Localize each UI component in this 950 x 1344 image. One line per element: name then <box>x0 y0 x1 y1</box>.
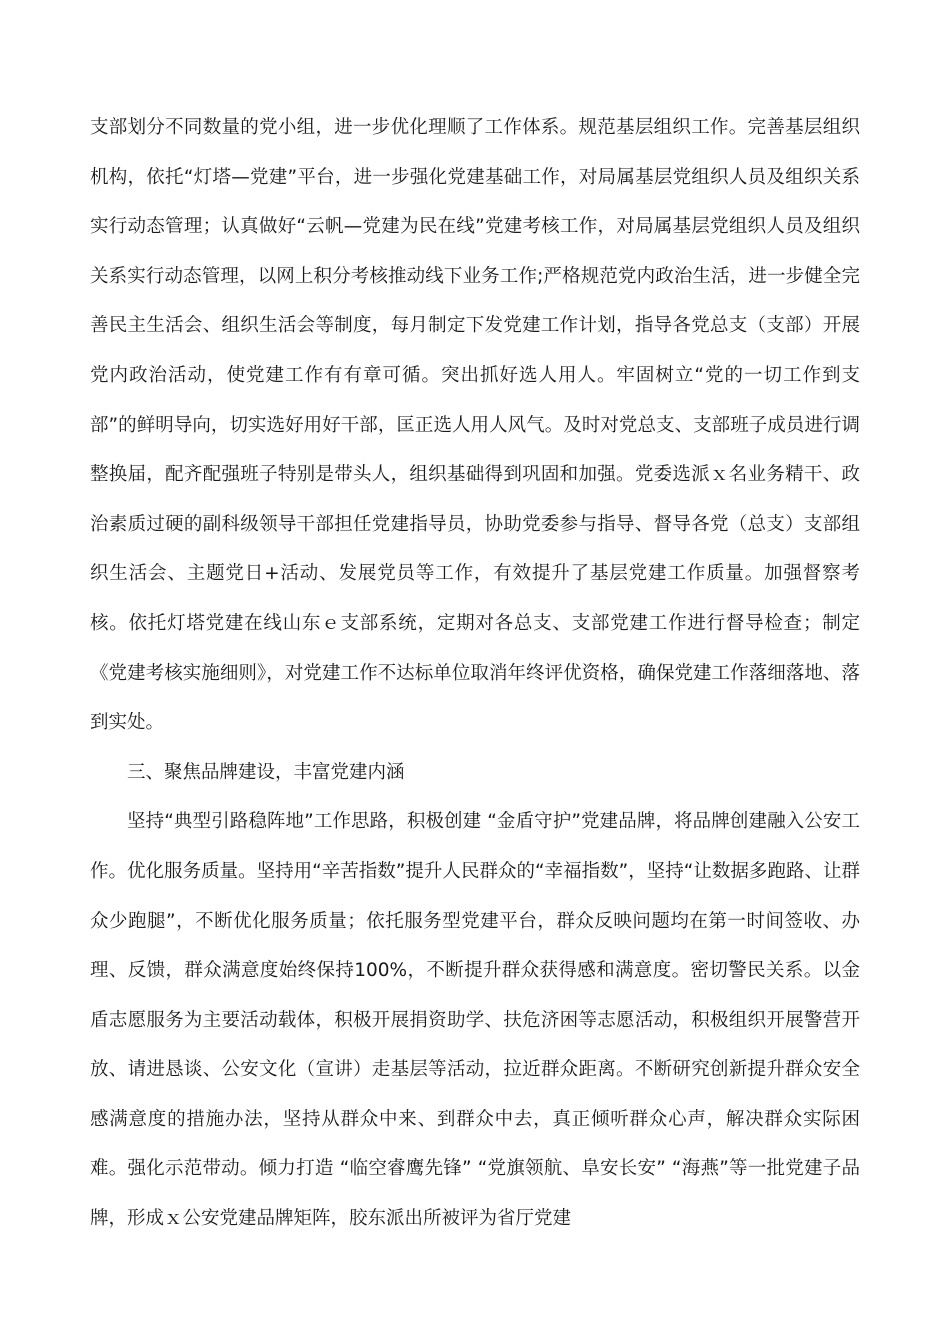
section-heading: 三、聚焦品牌建设，丰富党建内涵 <box>127 761 405 783</box>
document-page <box>90 103 860 1244</box>
body-paragraph-2: 坚持“典型引路稳阵地”工作思路，积极创建 “金盾守护”党建品牌，将品牌创建融入公安工作。优化服务质量。坚持用“辛苦指数”提升人民群众的“幸福指数”，坚持“让数据多跑路、让群众少跑腿”，不断优化服务质量；依托服务型党建平台，群众反映问题均在第一时间签收、办理、反馈，群众满意度始终保持100%，不断提升群众获得感和满意度。密切警民关系。以金盾志愿服务为主要活动载体，积极开展捐资助学、扶危济困等志愿活动，积极组织开展警营开放、请进恳谈、公安文化（宣讲）走基层等活动，拉近群众距离。不断研究创新提升群众安全感满意度的措施办法，坚持从群众中来、到群众中去，真正倾听群众心声，解决群众实际困难。强化示范带动。倾力打造 “临空睿鹰先锋” “党旗领航、阜安长安” “海燕”等一批党建子品牌，形成ｘ公安党建品牌矩阵，胶东派出所被评为省厅党建 <box>90 811 860 1230</box>
body-paragraph-1: 支部划分不同数量的党小组，进一步优化理顺了工作体系。规范基层组织工作。完善基层组织机构，依托“灯塔—党建”平台，进一步强化党建基础工作，对局属基层党组织人员及组织关系实行动态管理；认真做好“云帆—党建为民在线”党建考核工作，对局属基层党组织人员及组织关系实行动态管理，以网上积分考核推动线下业务工作;严格规范党内政治生活，进一步健全完善民主生活会、组织生活会等制度，每月制定下发党建工作计划，指导各党总支（支部）开展党内政治活动，使党建工作有有章可循。突出抓好选人用人。牢固树立“党的一切工作到支部”的鲜明导向，切实选好用好干部，匡正选人用人风气。及时对党总支、支部班子成员进行调整换届，配齐配强班子特别是带头人，组织基础得到巩固和加强。党委选派ｘ名业务精干、政治素质过硬的副科级领导干部担任党建指导员，协助党委参与指导、督导各党（总支）支部组织生活会、主题党日+活动、发展党员等工作，有效提升了基层党建工作质量。加强督察考核。依托灯塔党建在线山东ｅ支部系统，定期对各总支、支部党建工作进行督导检查；制定《党建考核实施细则》，对党建工作不达标单位取消年终评优资格，确保党建工作落细落地、落到实处。 <box>90 117 860 734</box>
